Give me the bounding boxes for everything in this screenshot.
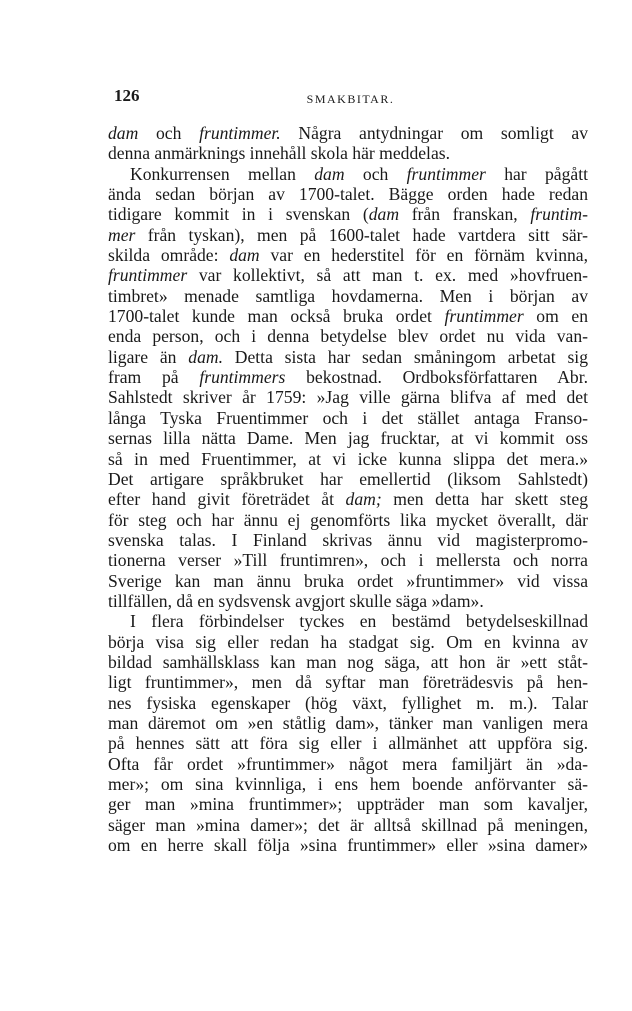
text-segment: I flera förbindelser tyckes en bestämd betydelseskillnad: [130, 611, 588, 632]
text-line: [108, 611, 588, 631]
text-segment: så in med Fruentimmer, at vi icke kunna slippa det mera.»: [108, 448, 588, 469]
text-segment: Det artigare språkbruket har emellertid (liksom Sahlstedt): [108, 468, 588, 489]
italic-word: dam: [108, 123, 139, 143]
text-line: [108, 408, 588, 428]
text-segment: tionerna verser »Till fruntimren», och i mellersta och norra: [108, 550, 588, 571]
text-segment: Detta sista har sedan småningom arbetat sig: [222, 346, 588, 367]
text-segment: svenska talas. I Finland skrivas ännu vid magisterpromo-: [108, 529, 588, 550]
text-segment: och: [138, 123, 200, 143]
text-line: [108, 713, 588, 733]
text-line: [108, 326, 588, 346]
text-segment: nes fysiska egenskaper (hög växt, fyllighet m. m.). Talar: [108, 692, 588, 713]
text-line: [108, 164, 588, 184]
text-segment: Sahlstedt skriver år 1759: »Jag ville gärna blifva af med det: [108, 387, 588, 408]
text-segment: har pågått: [485, 163, 588, 184]
text-segment: på hennes sätt att föra sig eller i allmänhet att uppföra sig.: [108, 733, 588, 754]
italic-word: fruntimmer.: [199, 123, 281, 143]
text-segment: från franskan,: [399, 204, 531, 225]
text-line: [108, 225, 588, 245]
text-segment: bildad samhällsklass kan man nog säga, att hon är »ett ståt-: [108, 651, 588, 672]
text-line: [108, 835, 588, 855]
text-line: [108, 286, 588, 306]
text-line: [108, 347, 588, 367]
page-number: 126: [114, 86, 140, 105]
text-line: [108, 306, 588, 326]
text-segment: men detta har skett steg: [381, 489, 588, 510]
page-header: [114, 86, 587, 110]
text-line: [108, 693, 588, 713]
text-segment: säger man »mina damer»; det är alltså skillnad på meningen,: [108, 814, 588, 835]
text-segment: efter hand givit företrädet åt: [108, 489, 346, 510]
text-segment: ligare än: [108, 346, 189, 367]
text-line: [108, 265, 588, 285]
italic-word: fruntimmer: [108, 265, 188, 286]
italic-word: fruntimmers: [199, 367, 286, 388]
text-line: [108, 510, 588, 530]
italic-word: fruntim-: [530, 204, 588, 225]
text-segment: för steg och har ännu ej genomförts lika mycket överallt, där: [108, 509, 588, 530]
text-segment: var en hederstitel för en förnäm kvinna,: [259, 245, 588, 266]
text-segment: Sverige kan man ännu bruka ordet »fruntimmer» vid vissa: [108, 570, 588, 591]
italic-word: fruntimmer: [444, 306, 524, 327]
text-line: [108, 143, 588, 163]
text-segment: 1700-talet kunde man också bruka ordet: [108, 306, 445, 327]
italic-word: dam: [229, 245, 260, 266]
text-segment: tidigare kommit in i svenskan (: [108, 204, 369, 225]
text-line: [108, 774, 588, 794]
text-line: [108, 204, 588, 224]
text-segment: och: [344, 163, 407, 184]
text-segment: ger man »mina fruntimmer»; uppträder man som kavaljer,: [108, 794, 588, 815]
text-line: [108, 550, 588, 570]
text-line: [108, 815, 588, 835]
text-line: [108, 489, 588, 509]
text-segment: om en herre skall följa »sina fruntimmer» eller »sina damer»: [108, 835, 588, 856]
text-segment: ligt fruntimmer», men då syftar man företrädesvis på hen-: [108, 672, 588, 693]
text-segment: skilda område:: [108, 245, 230, 266]
body-text: [108, 123, 588, 855]
text-segment: långa Tyska Fruentimmer och i det stället antaga Franso-: [108, 407, 588, 428]
text-segment: denna anmärknings innehåll skola här meddelas.: [108, 143, 450, 164]
text-line: [108, 123, 588, 143]
text-line: [108, 449, 588, 469]
text-line: [108, 652, 588, 672]
running-head: SMAKBITAR.: [306, 92, 395, 106]
text-segment: enda person, och i denna betydelse blev ordet nu vida van-: [108, 326, 588, 347]
text-line: [108, 367, 588, 387]
text-line: [108, 632, 588, 652]
text-line: [108, 245, 588, 265]
text-line: [108, 469, 588, 489]
text-segment: tillfällen, då en sydsvensk avgjort skulle säga »dam».: [108, 590, 484, 611]
text-segment: från tyskan), men på 1600-talet hade vartdera sitt sär-: [135, 224, 588, 245]
text-line: [108, 571, 588, 591]
text-line: [108, 387, 588, 407]
italic-word: dam: [368, 204, 400, 225]
text-segment: sernas lilla nätta Dame. Men jag frucktar, at vi kommit oss: [108, 428, 588, 449]
text-segment: Några antydningar om somligt av: [280, 123, 588, 143]
text-segment: Ofta får ordet »fruntimmer» något mera familjärt än »da-: [108, 753, 588, 774]
text-segment: ända sedan början av 1700-talet. Bägge orden hade redan: [108, 184, 588, 205]
italic-word: mer: [108, 224, 136, 245]
text-segment: man däremot om »en ståtlig dam», tänker man vanligen mera: [108, 712, 588, 733]
text-segment: var kollektivt, så att man t. ex. med »hovfruen-: [187, 265, 588, 286]
text-line: [108, 672, 588, 692]
text-segment: fram på: [108, 367, 200, 388]
text-line: [108, 733, 588, 753]
text-segment: om en: [523, 306, 588, 327]
text-segment: Konkurrensen mellan: [130, 163, 315, 184]
text-segment: timbret» menade samtliga hovdamerna. Men i början av: [108, 285, 588, 306]
text-line: [108, 754, 588, 774]
text-segment: bekostnad. Ordboksförfattaren Abr.: [285, 367, 588, 388]
text-segment: mer»; om sina kvinnliga, i ens hem boende anförvanter sä-: [108, 774, 588, 794]
text-line: [108, 428, 588, 448]
text-line: [108, 184, 588, 204]
italic-word: dam: [314, 163, 345, 184]
italic-word: dam;: [345, 489, 382, 510]
text-line: [108, 794, 588, 814]
text-line: [108, 591, 588, 611]
text-segment: börja visa sig eller redan ha stadgat sig. Om en kvinna av: [108, 631, 588, 652]
text-line: [108, 530, 588, 550]
italic-word: dam.: [188, 346, 223, 367]
italic-word: fruntimmer: [406, 163, 486, 184]
